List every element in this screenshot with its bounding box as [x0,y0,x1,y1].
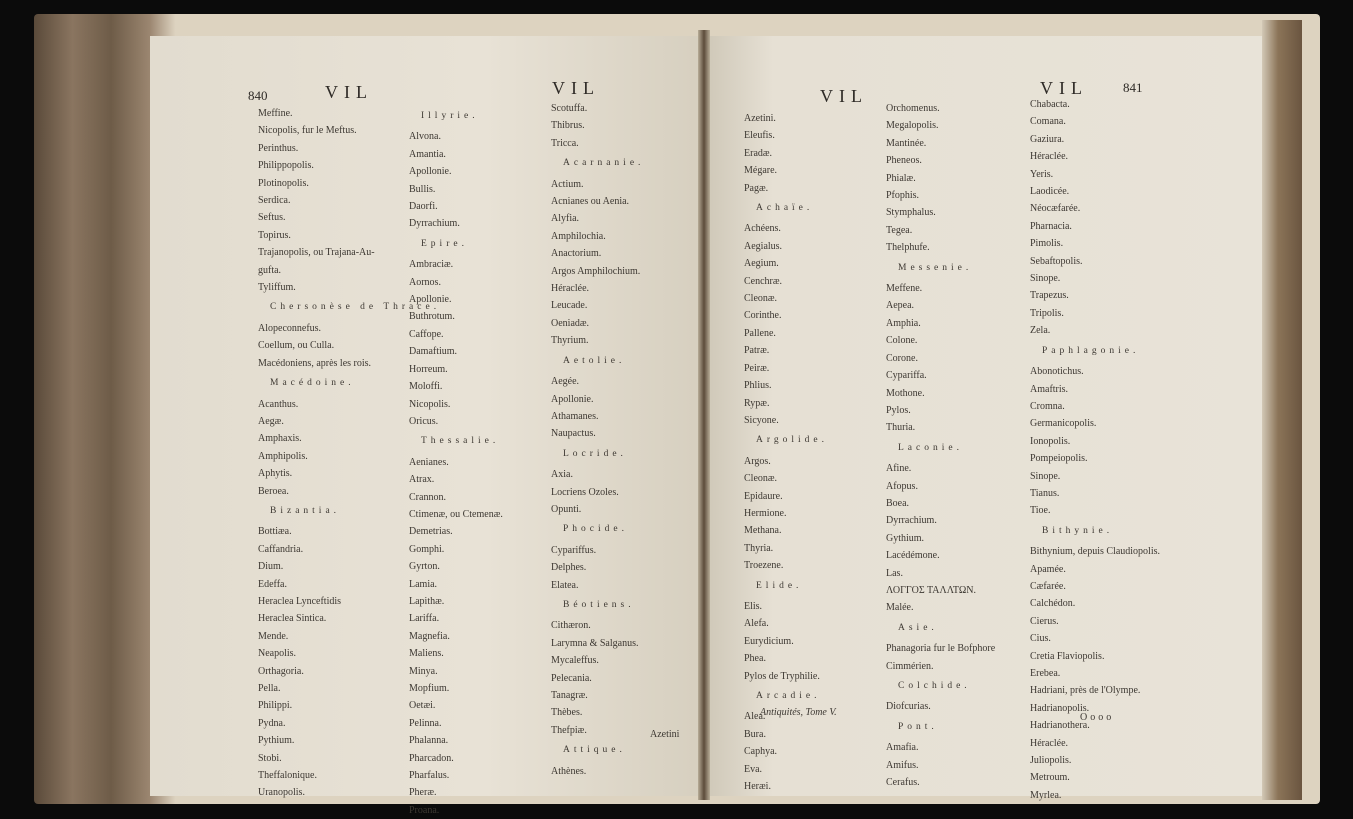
list-entry: Metroum. [1030,772,1070,784]
list-entry: Eradæ. [744,147,773,159]
list-entry: Oricus. [409,415,439,427]
section-heading: Argolide. [756,435,828,446]
list-entry: Trajanopolis, ou Trajana-Au- [258,247,375,259]
list-entry: Apamée. [1030,563,1066,575]
list-entry: Ambraciæ. [409,259,454,271]
list-entry: Héraclée. [551,283,590,295]
section-heading: Macédoine. [270,378,355,389]
page-number-left: 840 [248,88,268,103]
list-entry: Cretia Flaviopolis. [1030,650,1105,662]
list-entry: Las. [886,567,903,579]
list-entry: Pompeiopolis. [1030,453,1088,465]
list-entry: Eleufis. [744,130,775,142]
section-heading: Epire. [421,238,468,249]
list-entry: Afopus. [886,480,918,492]
list-entry: Perinthus. [258,142,299,154]
list-entry: Epidaure. [744,490,783,502]
list-entry: Eurydicium. [744,635,794,647]
list-entry: Coellum, ou Culla. [258,340,335,352]
list-entry: Magnefia. [409,630,450,642]
list-entry: Pallene. [744,327,776,339]
section-heading: Illyrie. [421,111,479,121]
list-entry: Mothone. [886,387,925,399]
list-entry: Tripolis. [1030,307,1064,319]
list-entry: Maliens. [409,648,444,660]
list-entry: Amantia. [409,148,446,160]
list-entry: Megalopolis. [886,120,939,132]
list-entry: Hadrianothera. [1030,720,1090,732]
list-entry: Hadriani, près de l'Olympe. [1030,685,1141,697]
list-entry: Boea. [886,497,910,509]
list-entry: ΛΟΓΓΟΣ ΤΑΛΛΤΩΝ. [886,584,976,596]
list-entry: Phlius. [744,380,772,392]
list-entry: Thyria. [744,542,774,554]
list-entry: Amaftris. [1030,383,1069,395]
list-entry: Acanthus. [258,398,299,410]
list-entry: Gythium. [886,532,925,544]
signature-mark: Antiquités, Tome V. [760,707,837,718]
list-entry: Corinthe. [744,310,782,322]
list-entry: Eva. [744,763,763,775]
list-entry: Phialæ. [886,172,916,184]
list-entry: Héraclée. [1030,151,1069,163]
page-number-right: 841 [1123,80,1143,95]
list-entry: Trapezus. [1030,290,1069,302]
list-entry: Proana. [409,804,440,816]
list-entry: Aphytis. [258,468,293,480]
list-entry: Horreum. [409,363,448,375]
list-entry: Cypariffus. [551,544,597,556]
list-entry: Tioe. [1030,505,1051,517]
list-entry: Hermione. [744,507,787,519]
list-entry: Buthrotum. [409,311,455,323]
list-entry: Lariffa. [409,613,440,625]
list-entry: Dium. [258,561,284,573]
list-entry: Erebea. [1030,668,1061,679]
list-entry: Héraclée. [1030,737,1069,749]
list-entry: Patræ. [744,345,770,357]
list-entry: Amphia. [886,317,921,329]
list-entry: Cæfarée. [1030,580,1066,592]
list-entry: Larymna & Salganus. [551,637,639,649]
list-entry: Gaziura. [1030,133,1065,145]
list-entry: Athamanes. [551,410,599,422]
list-entry: Comana. [1030,116,1066,128]
list-entry: Caffope. [409,328,444,340]
list-entry: Pelinna. [409,717,442,729]
section-heading: Asie. [898,622,938,633]
list-entry: Elatea. [551,579,579,591]
list-entry: Lacédémone. [886,550,940,562]
list-entry: Yeris. [1030,168,1054,180]
section-heading: Messenie. [898,262,973,273]
list-entry: Laodicée. [1030,186,1070,198]
list-entry: Tanagræ. [551,690,588,701]
list-entry: Bura. [744,728,766,740]
list-entry: Bottiæa. [258,526,292,538]
list-entry: Minya. [409,665,438,677]
list-entry: Colone. [886,335,918,347]
list-entry: Athènes. [551,765,587,777]
list-entry: Zela. [1030,325,1051,337]
list-entry: Caffandria. [258,543,304,555]
list-entry: Myrlea. [1030,789,1062,801]
list-entry: Damaftium. [409,346,458,358]
list-entry: Peiræ. [744,362,770,374]
list-entry: Pimolis. [1030,238,1064,250]
right-column-2 [886,100,995,791]
list-entry: Delphes. [551,562,587,574]
list-entry: Axia. [551,469,573,481]
list-entry: Achéens. [744,223,781,235]
list-entry: Stymphalus. [886,207,936,219]
list-entry: Chabacta. [1030,99,1070,110]
list-entry: Cimmérien. [886,660,934,672]
list-entry: Beroea. [258,485,289,497]
list-entry: Heraclea Sintica. [258,613,327,625]
section-heading: Bizantia. [270,505,341,516]
list-entry: Dyrrachium. [886,515,937,527]
list-entry: Pella. [258,683,281,694]
list-entry: Edeffa. [258,578,287,590]
list-entry: Thibrus. [551,120,585,132]
list-entry: Cithæron. [551,620,591,632]
list-entry: Aegæ. [258,415,284,427]
list-entry: Elis. [744,600,763,612]
list-entry: Stobi. [258,752,282,764]
list-entry: Sinope. [1030,273,1061,285]
list-entry: Cius. [1030,633,1051,645]
list-entry: Argos. [744,455,771,467]
list-entry: Amphilochia. [551,230,606,242]
list-entry: Opunti. [551,503,582,515]
list-entry: Alea. [744,711,766,723]
list-entry: Gomphi. [409,543,445,555]
list-entry: Sinope. [1030,470,1061,482]
list-entry: Pfophis. [886,190,920,202]
right-column-3 [1030,96,1160,804]
list-entry: Theffalonique. [258,770,317,782]
right-column-1 [744,110,828,795]
list-entry: Sebaftopolis. [1030,255,1083,267]
list-entry: Diofcurias. [886,701,931,713]
list-entry: Pharfalus. [409,770,450,782]
list-entry: Nicopolis, fur le Meftus. [258,125,357,137]
list-entry: Pylos. [886,404,911,416]
list-entry: Alvona. [409,131,441,143]
list-entry: Cerafus. [886,777,920,789]
list-entry: Mende. [258,630,289,642]
list-entry: Amphipolis. [258,450,308,462]
list-entry: Pheneos. [886,155,922,167]
catchword-left: Azetini [650,729,680,740]
header-left: VIL [325,82,373,102]
list-entry: Lamia. [409,578,438,590]
list-entry: Ionopolis. [1030,435,1071,447]
list-entry: Atrax. [409,474,435,486]
list-entry: Tyliffum. [258,282,296,294]
list-entry: Anactorium. [551,248,602,260]
section-heading: Achaïe. [756,203,814,214]
list-entry: Naupactus. [551,428,596,440]
list-entry: Mégare. [744,165,778,177]
section-heading: Bithynie. [1042,525,1114,536]
list-entry: Mantinée. [886,137,927,149]
list-entry: Malée. [886,602,914,614]
list-entry: Seftus. [258,212,286,224]
list-entry: Neapolis. [258,648,297,660]
list-entry: Philippi. [258,700,293,712]
list-entry: Amifus. [886,759,919,771]
section-heading: Thessalie. [421,436,500,447]
book-gutter [698,30,710,800]
list-entry: Orthagoria. [258,665,304,677]
section-heading: Chersonèse de Thrace. [270,302,441,313]
section-heading: Attique. [563,745,626,756]
list-entry: Cierus. [1030,615,1059,627]
list-entry: Pythium. [258,735,295,747]
list-entry: Aegée. [551,376,580,388]
list-entry: Pydna. [258,717,286,729]
list-entry: Scotuffa. [551,103,588,114]
list-entry: Sicyone. [744,414,779,426]
list-entry: Aegialus. [744,240,783,252]
list-entry: Serdica. [258,195,291,207]
list-entry: Meffene. [886,283,923,295]
list-entry: Phea. [744,653,766,665]
list-entry: Caphya. [744,746,778,758]
list-entry: Methana. [744,525,782,537]
list-entry: Cromna. [1030,400,1065,412]
list-entry: Calchédon. [1030,598,1076,610]
list-entry: Thyrium. [551,335,589,347]
list-entry: Amafia. [886,742,919,754]
list-entry: Topirus. [258,229,291,241]
list-entry: Afine. [886,463,912,475]
list-entry: Daorfi. [409,201,438,213]
list-entry: Nicopolis. [409,398,451,410]
list-entry: Aepea. [886,300,915,312]
list-entry: Oeniadæ. [551,317,590,329]
list-entry: Alyfia. [551,213,580,225]
list-entry: Cleonæ. [744,473,778,485]
list-entry: Oetæi. [409,700,436,712]
header-right: VIL [820,86,868,106]
list-entry: Meffine. [258,108,293,119]
list-entry: Bithynium, depuis Claudiopolis. [1030,546,1161,558]
list-entry: Crannon. [409,491,446,503]
list-entry: Cleonæ. [744,293,778,305]
section-heading: Pont. [898,721,938,732]
list-entry: Plotinopolis. [258,177,309,189]
list-entry: Philippopolis. [258,160,314,172]
list-entry: Tianus. [1030,487,1060,499]
list-entry: Azetini. [744,113,776,124]
list-entry: Uranopolis. [258,787,305,799]
section-heading: Aetolie. [563,355,626,366]
section-heading: Béotiens. [563,599,635,610]
list-entry: Bullis. [409,183,436,195]
list-entry: Ctimenæ, ou Ctemenæ. [409,508,503,520]
list-entry: Germanicopolis. [1030,418,1097,430]
list-entry: Gyrton. [409,561,440,573]
list-entry: gufta. [258,264,282,276]
list-entry: Cypariffa. [886,370,927,382]
catchword-right: Oooo [1080,712,1115,723]
list-entry: Hadrianopolis. [1030,702,1090,714]
book-edge [1262,20,1302,800]
list-entry: Néocæfarée. [1030,203,1081,215]
list-entry: Phanagoria fur le Bofphore [886,643,996,655]
list-entry: Lapithæ. [409,595,445,607]
list-entry: Tricca. [551,137,579,149]
section-heading: Laconie. [898,442,963,453]
left-column-2 [409,105,503,819]
list-entry: Aegium. [744,258,779,270]
list-entry: Aenianes. [409,456,449,468]
list-entry: Mycaleffus. [551,655,599,667]
section-heading: Acarnanie. [563,158,645,169]
list-entry: Tegea. [886,224,913,236]
section-heading: Locride. [563,448,627,459]
list-entry: Troezene. [744,560,784,572]
list-entry: Actium. [551,178,584,190]
list-entry: Apollonie. [409,166,452,178]
list-entry: Thuria. [886,422,916,434]
list-entry: Rypæ. [744,397,770,409]
list-entry: Abonotichus. [1030,366,1084,378]
section-heading: Phocide. [563,524,628,535]
list-entry: Mopfium. [409,683,450,694]
list-entry: Pharcadon. [409,752,454,764]
list-entry: Juliopolis. [1030,755,1072,767]
list-entry: Pylos de Tryphilie. [744,670,820,682]
list-entry: Orchomenus. [886,103,940,114]
list-entry: Thefpiæ. [551,724,587,736]
list-entry: Moloffi. [409,381,443,393]
list-entry: Apollonie. [551,393,594,405]
list-entry: Thelphufe. [886,242,930,254]
list-entry: Phalanna. [409,735,449,747]
header-left-2: VIL [552,78,600,98]
list-entry: Corone. [886,352,918,364]
section-heading: Elide. [756,580,803,591]
list-entry: Amphaxis. [258,433,302,445]
list-entry: Pheræ. [409,787,437,799]
left-column-3 [551,100,644,780]
list-entry: Argos Amphilochium. [551,265,641,277]
list-entry: Heræi. [744,781,771,793]
list-entry: Cenchræ. [744,275,783,287]
list-entry: Pharnacia. [1030,220,1072,232]
section-heading: Paphlagonie. [1042,345,1140,356]
list-entry: Demetrias. [409,526,453,538]
list-entry: Macédoniens, après les rois. [258,357,372,369]
section-heading: Colchide. [898,681,971,691]
section-heading: Arcadie. [756,691,821,701]
list-entry: Pagæ. [744,182,769,194]
list-entry: Apollonie. [409,294,452,306]
header-right-2: VIL [1040,78,1088,98]
list-entry: Acnianes ou Aenia. [551,196,630,208]
list-entry: Alefa. [744,618,769,630]
list-entry: Dyrrachium. [409,218,460,230]
list-entry: Alopeconnefus. [258,322,322,334]
list-entry: Thèbes. [551,707,583,719]
list-entry: Aornos. [409,276,441,288]
list-entry: Heraclea Lynceftidis [258,595,342,607]
list-entry: Pelecania. [551,672,592,684]
list-entry: Leucade. [551,300,588,312]
list-entry: Locriens Ozoles. [551,486,619,498]
